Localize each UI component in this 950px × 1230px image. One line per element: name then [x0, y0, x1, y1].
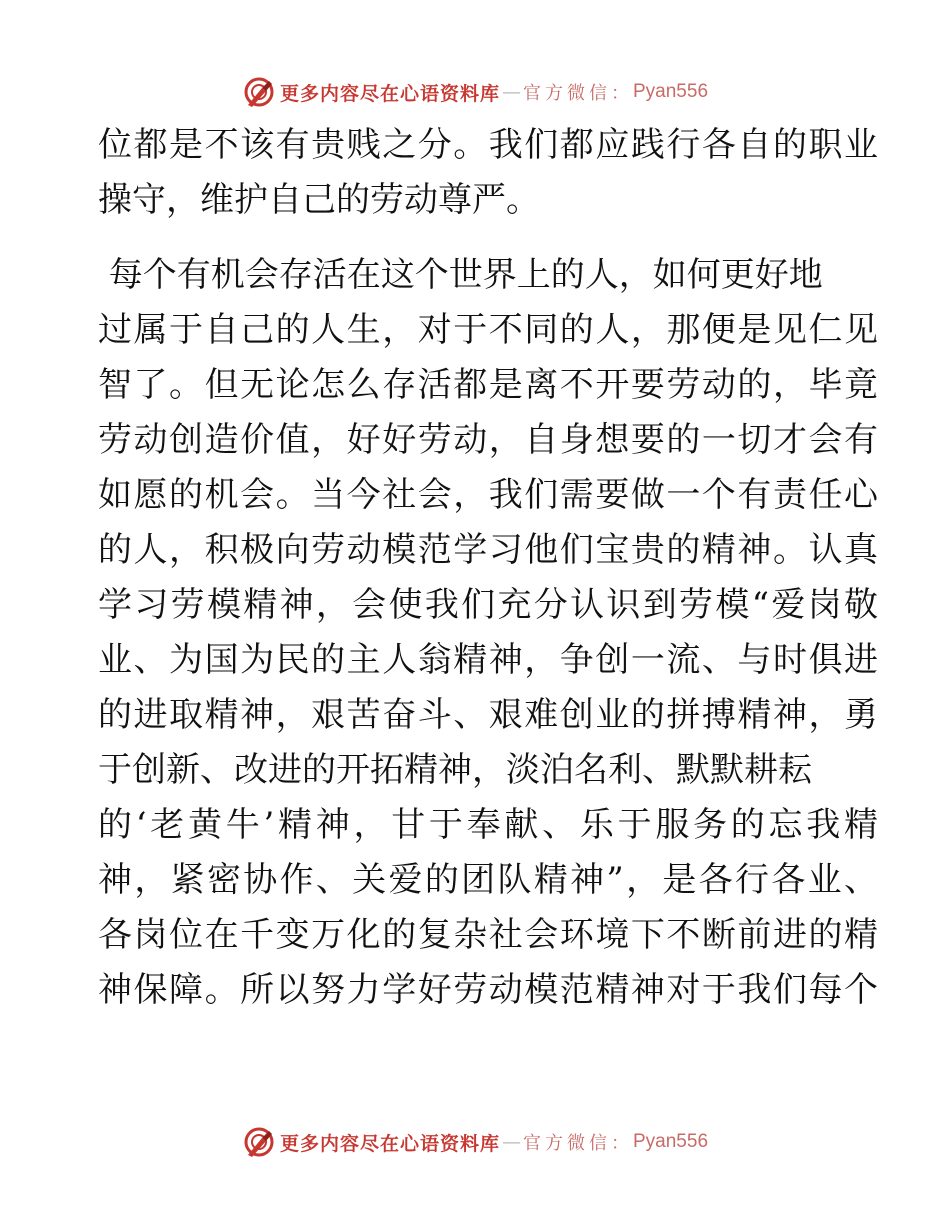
document-body [98, 118, 878, 1018]
paragraph-1 [98, 118, 878, 228]
pen-logo-icon [242, 1125, 276, 1159]
paragraph-line: 学习劳模精神，会使我们充分认识到劳模“爱岗敬 [98, 585, 878, 625]
footer-account-id: Pyan556 [633, 1131, 709, 1152]
paragraph-line: 业、为国为民的主人翁精神，争创一流、与时俱进 [98, 640, 878, 680]
paragraph-line: 智了。但无论怎么存活都是离不开要劳动的，毕竟 [98, 365, 878, 405]
paragraph-line: 神保障。所以努力学好劳动模范精神对于我们每个 [98, 970, 878, 1010]
header-brand-text: 更多内容尽在心语资料库 [279, 82, 500, 105]
paragraph-line: 如愿的机会。当今社会，我们需要做一个有责任心 [98, 475, 878, 515]
header-watermark [0, 70, 950, 114]
footer-brand-text: 更多内容尽在心语资料库 [279, 1132, 500, 1155]
pen-logo-icon [242, 75, 276, 109]
footer-separator: — [502, 1131, 521, 1153]
header-separator: — [502, 81, 521, 103]
paragraph-line: 各岗位在千变万化的复杂社会环境下不断前进的精 [98, 915, 878, 955]
paragraph-line: 于创新、改进的开拓精神，淡泊名利、默默耕耘 [98, 750, 812, 790]
footer-watermark [0, 1120, 950, 1164]
header-account-id: Pyan556 [633, 81, 709, 102]
paragraph-line: 的进取精神，艰苦奋斗、艰难创业的拼搏精神，勇 [98, 695, 878, 735]
paragraph-2 [98, 248, 878, 1018]
footer-official-label: 官方微信： [523, 1133, 633, 1154]
paragraph-line: 劳动创造价值，好好劳动，自身想要的一切才会有 [98, 420, 878, 460]
paragraph-line: 过属于自己的人生，对于不同的人，那便是见仁见 [98, 310, 878, 350]
paragraph-line: 操守，维护自己的劳动尊严。 [98, 180, 540, 220]
paragraph-line: 神，紧密协作、关爱的团队精神”，是各行各业、 [98, 860, 878, 900]
paragraph-line: 每个有机会存活在这个世界上的人，如何更好地 [98, 255, 823, 295]
paragraph-line: 位都是不该有贵贱之分。我们都应践行各自的职业 [98, 125, 878, 165]
paragraph-line: 的‘老黄牛’精神，甘于奉献、乐于服务的忘我精 [98, 805, 878, 845]
paragraph-line: 的人，积极向劳动模范学习他们宝贵的精神。认真 [98, 530, 878, 570]
header-official-label: 官方微信： [523, 83, 633, 104]
